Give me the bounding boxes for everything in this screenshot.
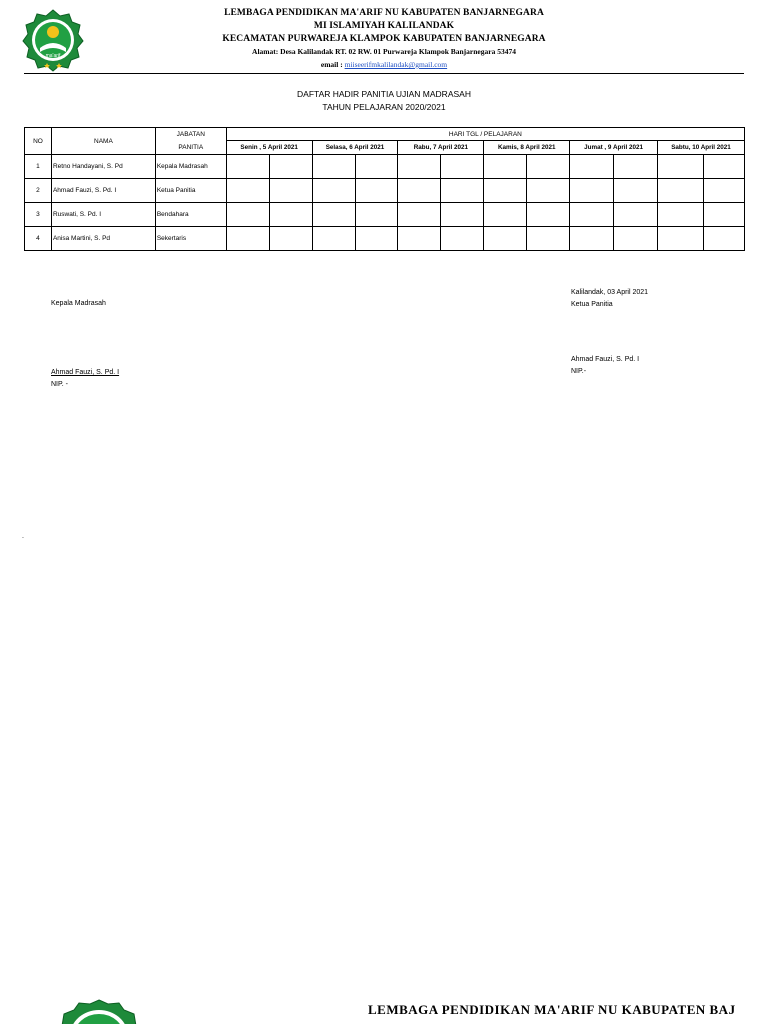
header-jabatan	[155, 128, 226, 155]
email-link[interactable]: miiseerifmkalilandak@gmail.com	[344, 60, 448, 69]
signature-cell[interactable]	[398, 179, 441, 203]
letterhead-email-line	[150, 59, 618, 70]
signature-cell[interactable]	[355, 155, 398, 179]
header-day: Selasa, 6 April 2021	[312, 141, 398, 155]
header-day: Rabu, 7 April 2021	[398, 141, 484, 155]
signature-cell[interactable]	[658, 203, 704, 227]
letterhead	[150, 7, 618, 70]
row-jabatan: Ketua Panitia	[155, 179, 226, 203]
row-no: 2	[25, 179, 52, 203]
signature-cell[interactable]	[484, 203, 527, 227]
signature-cell[interactable]	[269, 227, 312, 251]
signature-cell[interactable]	[312, 203, 355, 227]
signature-right-footer	[571, 354, 639, 378]
signature-cell[interactable]	[441, 227, 484, 251]
header-day: Senin , 5 April 2021	[226, 141, 312, 155]
title-line-2: TAHUN PELAJARAN 2020/2021	[322, 102, 446, 112]
signature-cell[interactable]	[355, 203, 398, 227]
signature-right-name: Ahmad Fauzi, S. Pd. I	[571, 356, 640, 363]
signature-cell[interactable]	[441, 203, 484, 227]
signature-left-nip: NIP. -	[51, 381, 68, 388]
signature-right-role: Ketua Panitia	[571, 301, 613, 308]
row-no: 4	[25, 227, 52, 251]
letterhead-address: Alamat: Desa Kalilandak RT. 02 RW. 01 Purwareja Klampok Banjarnegara 53474	[252, 47, 516, 56]
signature-cell[interactable]	[658, 155, 704, 179]
signature-left-name: Ahmad Fauzi, S. Pd. I	[51, 369, 120, 376]
signature-left-footer	[51, 367, 119, 391]
signature-cell[interactable]	[226, 203, 269, 227]
letterhead-divider	[24, 73, 744, 74]
signature-cell[interactable]	[570, 203, 614, 227]
header-jabatan-line2: PANITIA	[178, 144, 204, 151]
signature-cell[interactable]	[570, 155, 614, 179]
stray-mark: .	[22, 533, 24, 540]
signature-cell[interactable]	[527, 203, 570, 227]
signature-cell[interactable]	[527, 179, 570, 203]
school-logo-next-page	[56, 996, 142, 1024]
row-jabatan: Kepala Madrasah	[155, 155, 226, 179]
signature-cell[interactable]	[355, 227, 398, 251]
signature-cell[interactable]	[398, 227, 441, 251]
signature-cell[interactable]	[269, 179, 312, 203]
signature-cell[interactable]	[703, 227, 744, 251]
row-no: 3	[25, 203, 52, 227]
signature-cell[interactable]	[527, 227, 570, 251]
header-nama: NAMA	[51, 128, 155, 155]
signature-cell[interactable]	[614, 227, 658, 251]
signature-cell[interactable]	[398, 203, 441, 227]
table-row	[25, 227, 745, 251]
row-nama: Ahmad Fauzi, S. Pd. I	[51, 179, 155, 203]
signature-cell[interactable]	[703, 203, 744, 227]
signature-cell[interactable]	[614, 179, 658, 203]
letterhead-institution: LEMBAGA PENDIDIKAN MA'ARIF NU KABUPATEN BANJARNEGARA	[224, 8, 544, 18]
row-jabatan: Bendahara	[155, 203, 226, 227]
header-hari: HARI TGL / PELAJARAN	[226, 128, 744, 141]
signature-left-role: Kepala Madrasah	[51, 300, 106, 307]
table-row	[25, 155, 745, 179]
signature-cell[interactable]	[312, 227, 355, 251]
signature-cell[interactable]	[441, 179, 484, 203]
svg-text:ma'arif: ma'arif	[45, 53, 61, 59]
signature-cell[interactable]	[703, 155, 744, 179]
table-row	[25, 203, 745, 227]
document-title	[200, 88, 568, 114]
signature-cell[interactable]	[527, 155, 570, 179]
letterhead-district: KECAMATAN PURWAREJA KLAMPOK KABUPATEN BANJARNEGARA	[222, 34, 546, 44]
signature-cell[interactable]	[226, 227, 269, 251]
signature-cell[interactable]	[703, 179, 744, 203]
signature-cell[interactable]	[226, 179, 269, 203]
signature-cell[interactable]	[269, 203, 312, 227]
signature-cell[interactable]	[658, 179, 704, 203]
signature-cell[interactable]	[441, 155, 484, 179]
signature-cell[interactable]	[614, 155, 658, 179]
signature-cell[interactable]	[484, 227, 527, 251]
header-day: Jumat , 9 April 2021	[570, 141, 658, 155]
signature-cell[interactable]	[570, 179, 614, 203]
signature-cell[interactable]	[484, 179, 527, 203]
signature-cell[interactable]	[269, 155, 312, 179]
signature-cell[interactable]	[614, 203, 658, 227]
email-label: email :	[320, 60, 343, 69]
letterhead-school: MI ISLAMIYAH KALILANDAK	[313, 21, 455, 31]
row-no: 1	[25, 155, 52, 179]
school-logo	[22, 8, 84, 72]
signature-cell[interactable]	[355, 179, 398, 203]
header-jabatan-line1: JABATAN	[176, 131, 205, 138]
signature-cell[interactable]	[226, 155, 269, 179]
next-page-letterhead: LEMBAGA PENDIDIKAN MA'ARIF NU KABUPATEN BAJ	[368, 1002, 736, 1017]
signature-right-header	[571, 287, 648, 311]
row-nama: Retno Handayani, S. Pd	[51, 155, 155, 179]
header-no: NO	[25, 128, 52, 155]
signature-cell[interactable]	[658, 227, 704, 251]
row-nama: Anisa Martini, S. Pd	[51, 227, 155, 251]
header-day: Kamis, 8 April 2021	[484, 141, 570, 155]
title-line-1: DAFTAR HADIR PANITIA UJIAN MADRASAH	[297, 89, 471, 99]
signature-cell[interactable]	[398, 155, 441, 179]
place-date: Kalilandak, 03 April 2021	[571, 289, 649, 296]
attendance-table	[24, 127, 745, 251]
signature-cell[interactable]	[484, 155, 527, 179]
table-row	[25, 179, 745, 203]
signature-cell[interactable]	[312, 155, 355, 179]
header-day: Sabtu, 10 April 2021	[658, 141, 745, 155]
signature-cell[interactable]	[312, 179, 355, 203]
signature-cell[interactable]	[570, 227, 614, 251]
row-nama: Ruswati, S. Pd. I	[51, 203, 155, 227]
row-jabatan: Sekertaris	[155, 227, 226, 251]
signature-right-nip: NIP.-	[571, 368, 587, 375]
